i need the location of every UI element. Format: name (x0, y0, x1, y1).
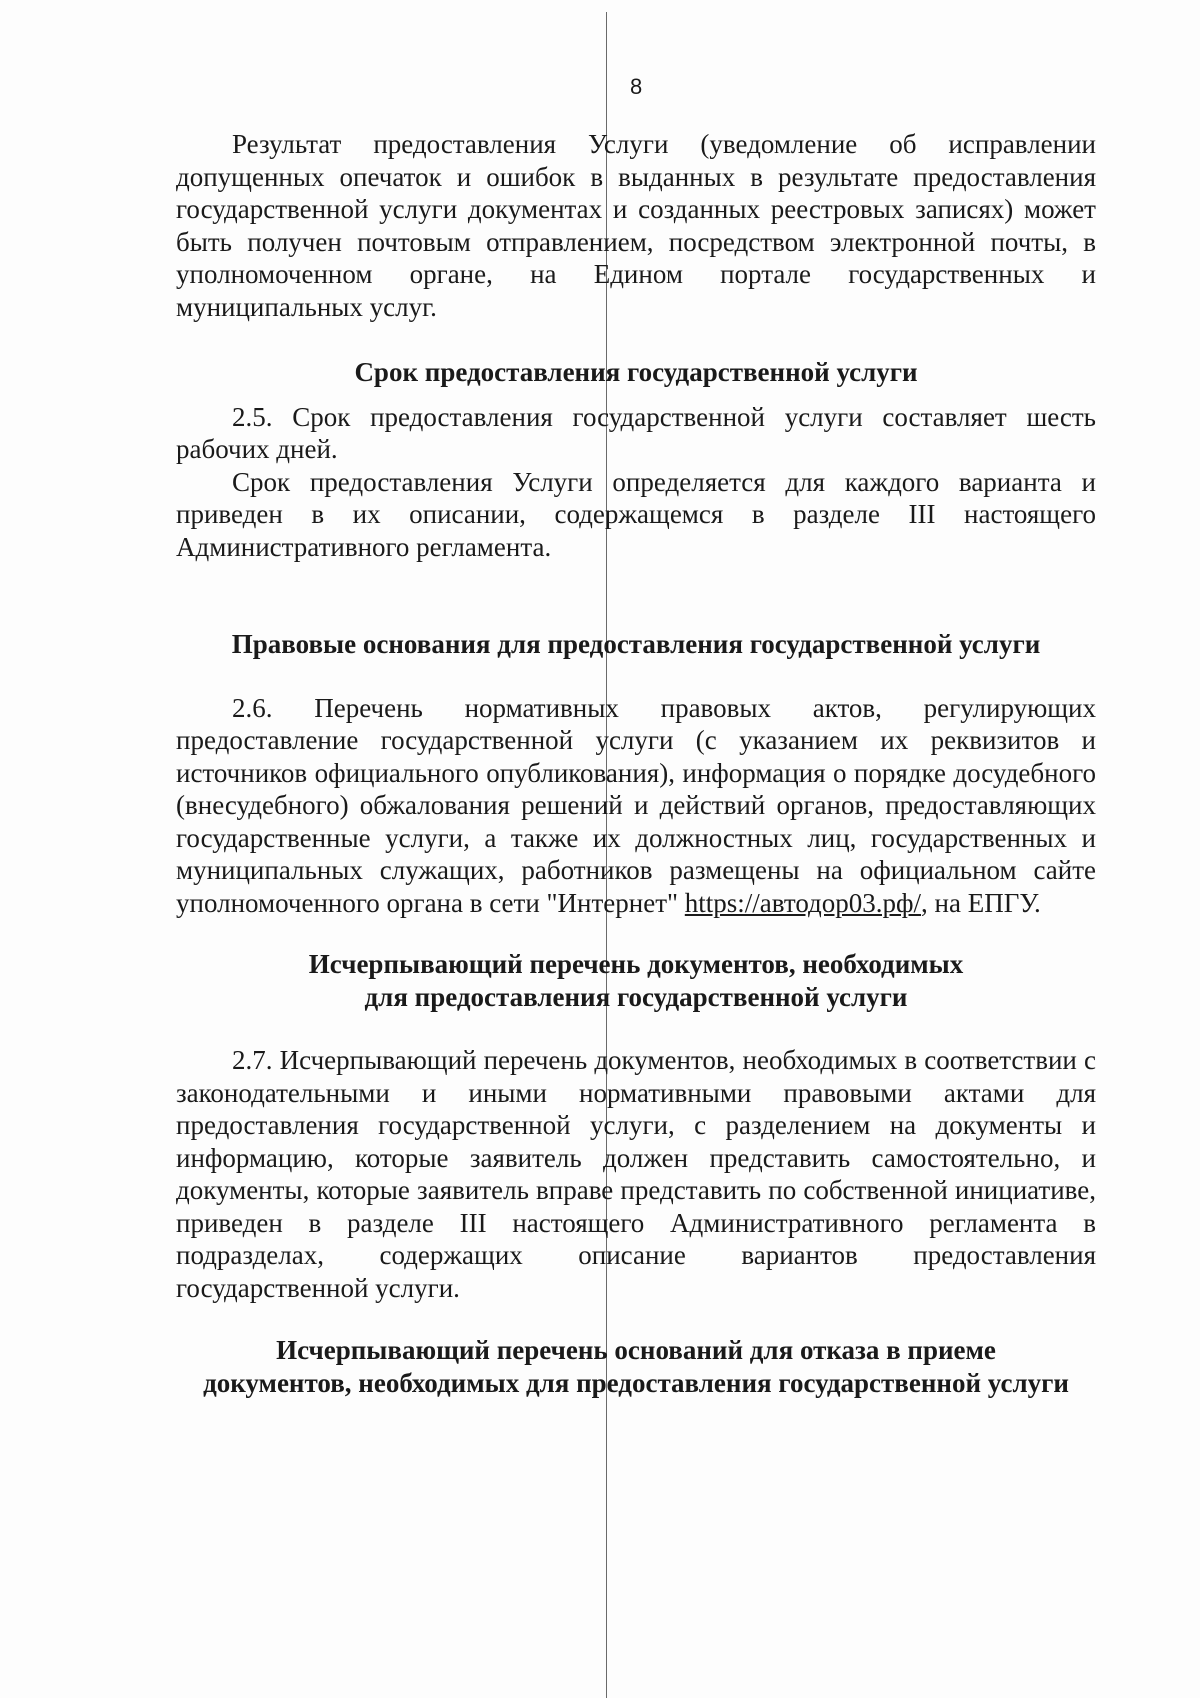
heading-refusal-line-2: документов, необходимых для предоставления государственной услуги (203, 1367, 1069, 1398)
heading-refusal-grounds (176, 1334, 1096, 1399)
heading-documents-line-2: для предоставления государственной услуги (364, 981, 908, 1012)
official-site-link[interactable]: https://автодор03.рф/ (684, 887, 922, 918)
paragraph-result: Результат предоставления Услуги (уведомление об исправлении допущенных опечаток и ошибок в выданных в результате предоставления государственной услуги документах и созданных реестровых записях) может быть получен почтовым отправлением, посредством электронной почты, в уполномоченном органе, на Едином портале государственных и муниципальных услуг. (176, 129, 1096, 322)
heading-documents-list (176, 948, 1096, 1013)
paragraph-term-variants: Срок предоставления Услуги определяется для каждого варианта и приведен в их описании, содержащемся в разделе III настоящего Административного регламента. (176, 466, 1096, 562)
heading-legal-basis: Правовые основания для предоставления государственной услуги (231, 629, 1041, 659)
document-body (176, 128, 1096, 1399)
heading-refusal-line-1: Исчерпывающий перечень оснований для отказа в приеме (276, 1335, 996, 1365)
paragraph-2-6-tail: , на ЕПГУ. (921, 887, 1041, 918)
paragraph-2-6-text: 2.6. Перечень нормативных правовых актов, регулирующих предоставление государственной услуги (с указанием их реквизитов и источников официального опубликования), информация о порядке досудебного (внесудебного) обжалования решений и действий органов, предоставляющих государственные услуги, а также их должностных лиц, государственных и муниципальных служащих, работников размещены на официальном сайте уполномоченного органа в сети "Интернет" (176, 692, 1096, 918)
paragraph-2-7: 2.7. Исчерпывающий перечень документов, необходимых в соответствии с законодательными и иными нормативными правовыми актами для предоставления государственной услуги, с разделением на документы и информацию, которые заявитель должен представить самостоятельно, и документы, которые заявитель вправе представить по собственной инициативе, приведен в разделе III настоящего Административного регламента в подразделах, содержащих описание вариантов предоставления государственной услуги. (176, 1045, 1096, 1303)
paragraph-2-6 (176, 692, 1096, 920)
paragraph-2-5: 2.5. Срок предоставления государственной услуги составляет шесть рабочих дней. (176, 401, 1096, 464)
heading-service-term: Срок предоставления государственной услуги (354, 357, 918, 387)
heading-documents-line-1: Исчерпывающий перечень документов, необходимых (308, 949, 964, 979)
page-number: 8 (630, 74, 643, 99)
